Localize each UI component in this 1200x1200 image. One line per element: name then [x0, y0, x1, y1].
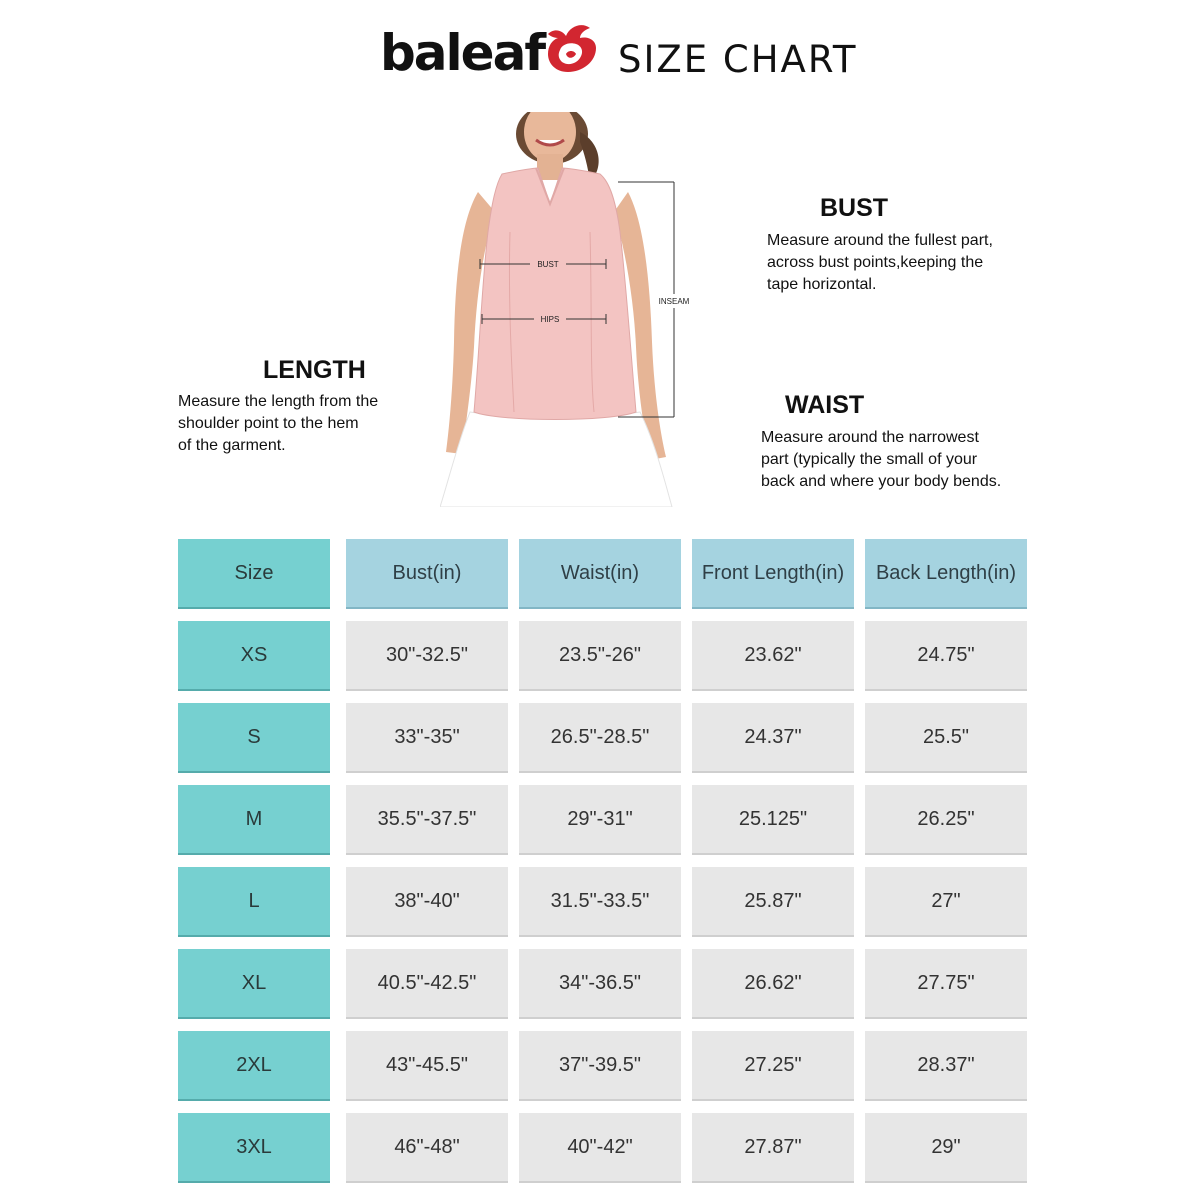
cell-front-length: 25.125" — [692, 785, 854, 855]
cell-size: 2XL — [178, 1031, 330, 1101]
cell-waist: 34"-36.5" — [519, 949, 681, 1019]
cell-waist: 40"-42" — [519, 1113, 681, 1183]
cell-front-length: 26.62" — [692, 949, 854, 1019]
cell-back-length: 29" — [865, 1113, 1027, 1183]
cell-waist: 31.5"-33.5" — [519, 867, 681, 937]
skirt-shape — [440, 412, 672, 507]
cell-front-length: 27.25" — [692, 1031, 854, 1101]
cell-back-length: 28.37" — [865, 1031, 1027, 1101]
cell-waist: 23.5"-26" — [519, 621, 681, 691]
cell-back-length: 27.75" — [865, 949, 1027, 1019]
size-chart-title: SIZE CHART — [618, 38, 858, 81]
cell-back-length: 24.75" — [865, 621, 1027, 691]
cell-waist: 37"-39.5" — [519, 1031, 681, 1101]
inseam-diagram-label: INSEAM — [658, 297, 690, 306]
cell-waist: 26.5"-28.5" — [519, 703, 681, 773]
cell-back-length: 27" — [865, 867, 1027, 937]
length-heading: LENGTH — [263, 356, 366, 384]
hips-diagram-label: HIPS — [540, 315, 560, 324]
tank-top-shape — [474, 168, 636, 420]
bust-description: Measure around the fullest part, across bust points,keeping the tape horizontal. — [767, 232, 993, 293]
cell-size: 3XL — [178, 1113, 330, 1183]
header-front-length: Front Length(in) — [692, 539, 854, 609]
length-description: Measure the length from the shoulder point to the hem of the garment. — [178, 393, 379, 454]
waist-description: Measure around the narrowest part (typically the small of your back and where your body bends. — [761, 429, 1002, 490]
cell-front-length: 27.87" — [692, 1113, 854, 1183]
cell-bust: 38"-40" — [346, 867, 508, 937]
cell-bust: 33"-35" — [346, 703, 508, 773]
header-size: Size — [178, 539, 330, 609]
cell-size: L — [178, 867, 330, 937]
model-measurement-illustration — [440, 112, 710, 507]
header-bust: Bust(in) — [346, 539, 508, 609]
cell-front-length: 25.87" — [692, 867, 854, 937]
cell-back-length: 26.25" — [865, 785, 1027, 855]
cell-size: XL — [178, 949, 330, 1019]
cell-front-length: 23.62" — [692, 621, 854, 691]
header-waist: Waist(in) — [519, 539, 681, 609]
cell-waist: 29"-31" — [519, 785, 681, 855]
header-back-length: Back Length(in) — [865, 539, 1027, 609]
cell-bust: 35.5"-37.5" — [346, 785, 508, 855]
bust-heading: BUST — [820, 194, 889, 222]
cell-bust: 30"-32.5" — [346, 621, 508, 691]
header — [0, 20, 1200, 90]
cell-back-length: 25.5" — [865, 703, 1027, 773]
brand-name: baleaf — [380, 24, 545, 82]
baleaf-logo-icon — [540, 20, 600, 80]
cell-bust: 46"-48" — [346, 1113, 508, 1183]
cell-front-length: 24.37" — [692, 703, 854, 773]
cell-bust: 40.5"-42.5" — [346, 949, 508, 1019]
cell-size: S — [178, 703, 330, 773]
cell-size: M — [178, 785, 330, 855]
bust-diagram-label: BUST — [537, 260, 559, 269]
cell-size: XS — [178, 621, 330, 691]
cell-bust: 43"-45.5" — [346, 1031, 508, 1101]
waist-heading: WAIST — [785, 391, 865, 419]
